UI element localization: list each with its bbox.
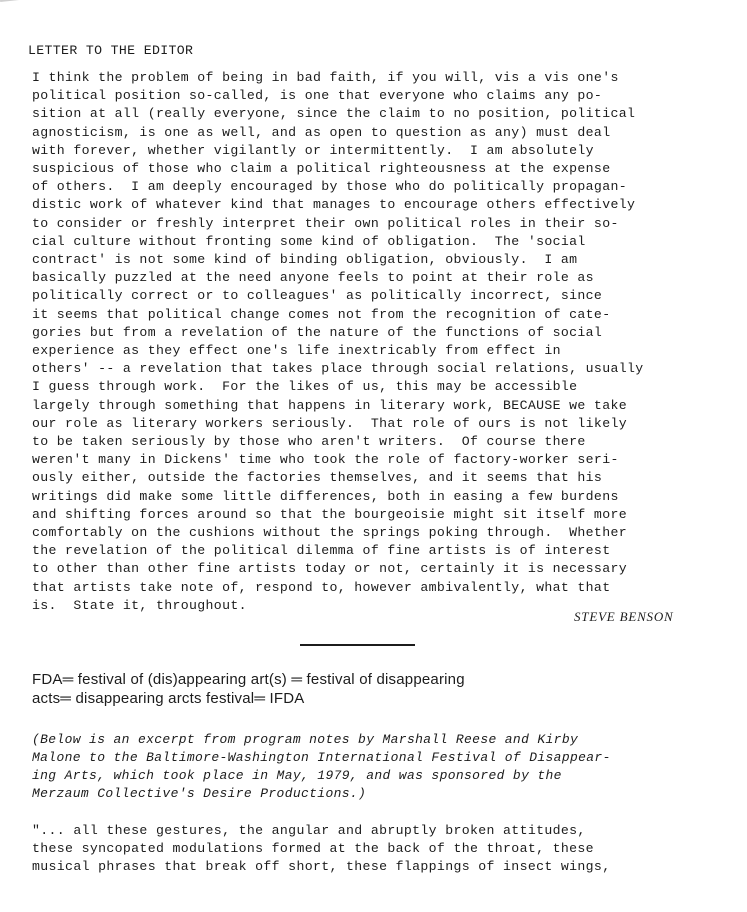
letter-line: I think the problem of being in bad faith, if you will, vis a vis one's [32,70,619,85]
letter-line: to other than other fine artists today or not, certainly it is necessary [32,561,627,577]
letter-line: it seems that political change comes not from the recognition of cate- [32,306,611,322]
quote-line: "... all these gestures, the angular and abruptly broken attitudes, [32,823,586,838]
excerpt-note [32,731,611,803]
festival-title-line: FDA═ festival of (dis)appearing art(s) ═ festival of disappearing [32,671,465,688]
festival-title [32,670,465,708]
letter-line: our role as literary workers seriously. That role of ours is not likely [32,415,627,431]
section-divider [300,644,415,646]
letter-line: largely through something that happens in literary work, BECAUSE we take [32,397,627,413]
festival-title-line: acts═ disappearing arcts festival═ IFDA [32,690,305,707]
letter-line: others' -- a revelation that takes place through social relations, usually [32,361,644,377]
letter-line: that artists take note of, respond to, however ambivalently, what that [32,579,611,595]
letter-line: political position so-called, is one that everyone who claims any po- [32,88,603,104]
quote-line: these syncopated modulations formed at the back of the throat, these [32,841,594,857]
letter-line: cial culture without fronting some kind of obligation. The 'social [32,233,586,249]
note-line: ing Arts, which took place in May, 1979, and was sponsored by the [32,768,562,783]
letter-line: agnosticism, is one as well, and as open to question as any) must deal [32,124,611,140]
note-line: Malone to the Baltimore-Washington International Festival of Disappear- [32,750,611,765]
letter-line: to be taken seriously by those who aren't writers. Of course there [32,434,586,450]
letter-line: and shifting forces around so that the bourgeoisie might sit itself more [32,506,627,522]
note-line: Merzaum Collective's Desire Productions.) [32,786,367,801]
letter-line: is. State it, throughout. [32,597,247,613]
letter-line: politically correct or to colleagues' as politically incorrect, since [32,288,603,304]
letter-heading: LETTER TO THE EDITOR [28,43,194,58]
letter-line: ously either, outside the factories themselves, and it seems that his [32,470,603,486]
letter-line: suspicious of those who claim a political righteousness at the expense [32,161,611,177]
letter-line: with forever, whether vigilantly or intermittently. I am absolutely [32,142,594,158]
letter-line: to consider or freshly interpret their own political roles in their so- [32,215,619,231]
letter-line: distic work of whatever kind that manages to encourage others effectively [32,197,636,213]
letter-line: basically puzzled at the need anyone feels to point at their role as [32,270,594,286]
letter-line: I guess through work. For the likes of us, this may be accessible [32,379,578,395]
letter-line: weren't many in Dickens' time who took the role of factory-worker seri- [32,452,619,468]
letter-line: comfortably on the cushions without the springs poking through. Whether [32,525,627,541]
letter-signature: STEVE BENSON [574,609,674,624]
letter-body [32,69,732,615]
letter-line: contract' is not some kind of binding obligation, obviously. I am [32,252,578,268]
note-line: (Below is an excerpt from program notes by Marshall Reese and Kirby [32,732,579,747]
letter-line: experience as they effect one's life inextricably from effect in [32,343,561,359]
letter-line: of others. I am deeply encouraged by those who do politically propagan- [32,179,627,195]
letter-line: gories but from a revelation of the nature of the functions of social [32,324,603,340]
letter-line: sition at all (really everyone, since the claim to no position, political [32,106,636,122]
quote-line: musical phrases that break off short, these flappings of insect wings, [32,859,611,875]
scan-corner-mark [0,0,41,12]
letter-line: the revelation of the political dilemma of fine artists is of interest [32,543,611,559]
letter-line: writings did make some little differences, both in easing a few burdens [32,488,619,504]
festival-quote [32,822,610,877]
